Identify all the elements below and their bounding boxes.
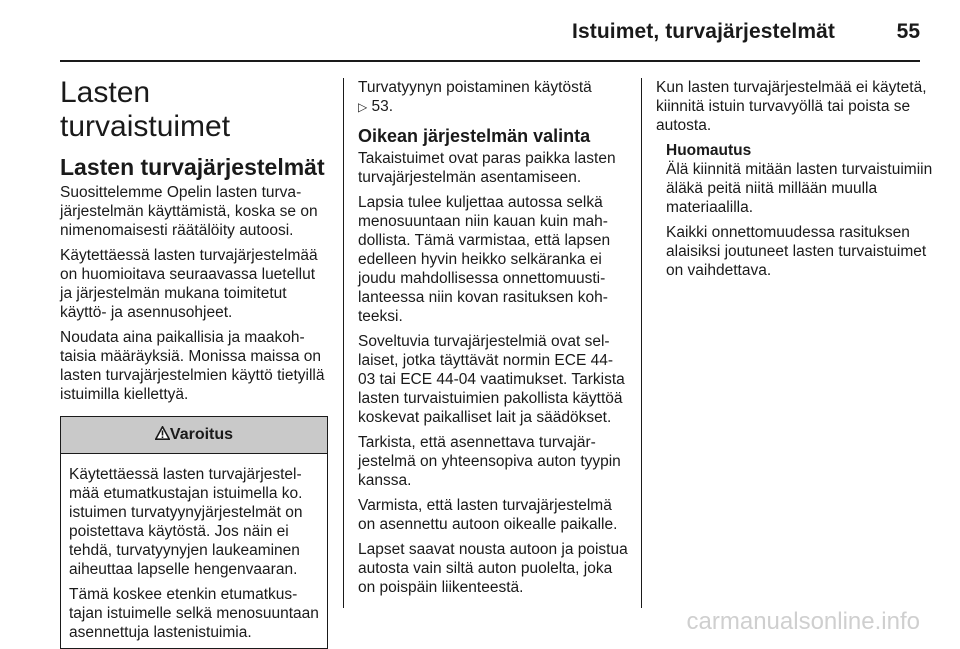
paragraph: Soveltuvia turvajärjestelmiä ovat sellaiset, jotka täyttävät normin ECE 44-03 tai ECE 44-04 vaatimukset. Tarkista lasten turvaistuimien pakollista käyttöä koskevat paikalliset lait ja säädökset. (358, 333, 625, 426)
warning-title: Varoitus (169, 426, 234, 443)
subsection-heading: Oikean järjestelmän valinta (358, 126, 591, 146)
warning-body (61, 454, 327, 648)
warning-paragraph: Tämä koskee etenkin etumatkustajan istuimelle selkä menosuuntaan asennettuja lastenistuimia. (69, 586, 319, 641)
note-title: Huomautus (666, 142, 752, 159)
column-1 (60, 76, 328, 649)
warning-header (61, 417, 327, 454)
section-title: Istuimet, turvajärjestelmät (572, 20, 835, 43)
header-rule (60, 60, 920, 62)
paragraph: Lapsia tulee kuljettaa autossa selkä menosuuntaan niin kauan kuin mahdollista. Tämä varmistaa, että lapsen edelleen hyvin heikko selkäranka ei joudu mahdollisessa onnettomuustilanteessa niin kovan rasituksen kohteeksi. (358, 194, 611, 325)
page-number: 55 (896, 20, 920, 43)
paragraph: Noudata aina paikallisia ja maakohtaisia määräyksiä. Monissa maissa on lasten turvajärjestelmien käyttö tietyillä istuimilla kiellettyä. (60, 329, 325, 403)
section-heading: Lasten turvajärjestelmät (60, 154, 325, 180)
note-paragraph: Älä kiinnitä mitään lasten turvaistuimiin äläkä peitä niitä millään muulla materiaalilla. (666, 161, 933, 216)
paragraph: Tarkista, että asennettava turvajärjestelmä on yhteensopiva auton tyypin kanssa. (358, 434, 621, 489)
chapter-heading: Lasten turvaistuimet (60, 76, 231, 143)
paragraph: Varmista, että lasten turvajärjestelmä on asennettu autoon oikealle paikalle. (358, 497, 618, 533)
paragraph: Takaistuimet ovat paras paikka lasten turvajärjestelmän asentamiseen. (358, 150, 616, 186)
column-2 (358, 78, 628, 603)
paragraph: Kun lasten turvajärjestelmää ei käytetä, kiinnitä istuin turvavyöllä tai poista se autosta. (656, 79, 927, 134)
warning-paragraph: Käytettäessä lasten turvajärjestelmää etumatkustajan istuimella ko. istuimen turvatyynyjärjestelmät on poistettava käytöstä. Jos näin ei tehdä, turvatyynyjen laukeaminen aiheuttaa lapselle hengenvaaran. (69, 466, 303, 578)
paragraph: Käytettäessä lasten turvajärjestelmää on huomioitava seuraavassa luetellut ja järjestelmän mukana toimitetut käyttö- ja asennusohjeet. (60, 247, 318, 321)
column-divider-1 (343, 78, 344, 608)
intro-text: Turvatyynyn poistaminen käytöstä ▷ 53. (358, 79, 592, 115)
note-block (656, 141, 944, 280)
column-divider-2 (641, 78, 642, 608)
warning-triangle-icon (155, 426, 170, 440)
watermark: carmanualsonline.info (686, 608, 920, 635)
reference-page[interactable]: 53. (371, 98, 394, 115)
reference-arrow-icon: ▷ (358, 100, 368, 114)
warning-box (60, 416, 328, 649)
paragraph: Suosittelemme Opelin lasten turvajärjestelmän käyttämistä, koska se on nimenomaisesti räätälöity autoosi. (60, 184, 318, 239)
paragraph: Lapset saavat nousta autoon ja poistua autosta vain siltä auton puolelta, joka on poispäin liikenteestä. (358, 541, 628, 596)
page-header (0, 0, 960, 62)
note-paragraph: Kaikki onnettomuudessa rasituksen alaisiksi joutuneet lasten turvaistuimet on vaihdettava. (666, 224, 927, 279)
column-3 (656, 78, 944, 286)
